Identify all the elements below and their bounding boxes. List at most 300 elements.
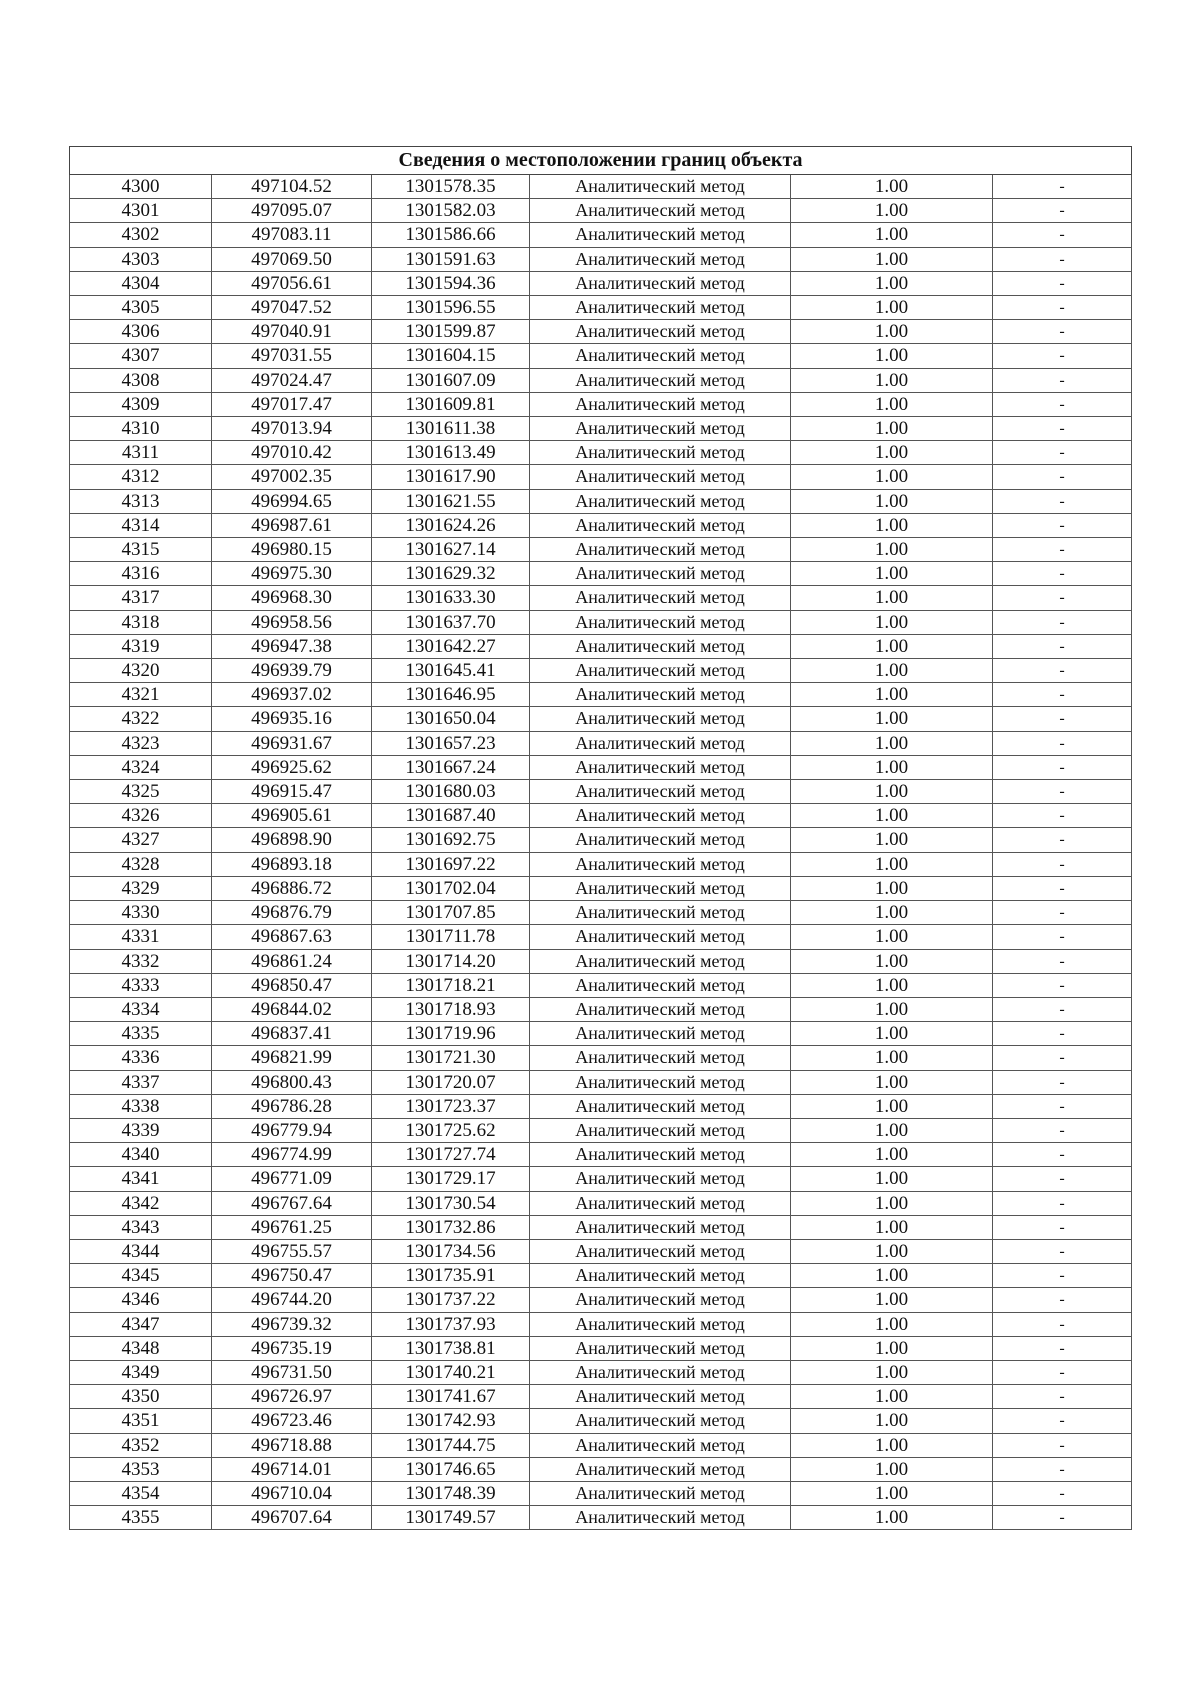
coordinate-y-cell: 1301721.30 [372, 1046, 530, 1070]
coordinate-y-cell: 1301697.22 [372, 852, 530, 876]
accuracy-value-cell: 1.00 [791, 247, 993, 271]
description-dash-cell: - [993, 199, 1132, 223]
coordinate-y-cell: 1301748.39 [372, 1481, 530, 1505]
description-dash-cell: - [993, 1288, 1132, 1312]
coordinate-y-cell: 1301744.75 [372, 1433, 530, 1457]
table-row [70, 1215, 1132, 1239]
coordinate-x-cell: 496876.79 [212, 901, 372, 925]
description-dash-cell: - [993, 876, 1132, 900]
point-number-cell: 4329 [70, 876, 212, 900]
coordinate-y-cell: 1301734.56 [372, 1239, 530, 1263]
coordinate-y-cell: 1301714.20 [372, 949, 530, 973]
description-dash-cell: - [993, 828, 1132, 852]
coordinate-y-cell: 1301613.49 [372, 441, 530, 465]
accuracy-value-cell: 1.00 [791, 271, 993, 295]
coordinate-y-cell: 1301737.22 [372, 1288, 530, 1312]
coordinate-y-cell: 1301749.57 [372, 1506, 530, 1530]
point-number-cell: 4338 [70, 1094, 212, 1118]
table-row [70, 780, 1132, 804]
point-number-cell: 4300 [70, 175, 212, 199]
description-dash-cell: - [993, 538, 1132, 562]
table-row [70, 271, 1132, 295]
coordinate-y-cell: 1301609.81 [372, 392, 530, 416]
point-number-cell: 4350 [70, 1385, 212, 1409]
coordinate-x-cell: 497083.11 [212, 223, 372, 247]
coordinate-x-cell: 496767.64 [212, 1191, 372, 1215]
point-number-cell: 4346 [70, 1288, 212, 1312]
accuracy-value-cell: 1.00 [791, 634, 993, 658]
point-number-cell: 4334 [70, 997, 212, 1021]
coordinate-y-cell: 1301650.04 [372, 707, 530, 731]
point-number-cell: 4340 [70, 1143, 212, 1167]
determination-method-cell: Аналитический метод [530, 199, 791, 223]
point-number-cell: 4353 [70, 1457, 212, 1481]
description-dash-cell: - [993, 755, 1132, 779]
determination-method-cell: Аналитический метод [530, 392, 791, 416]
table-row [70, 1094, 1132, 1118]
accuracy-value-cell: 1.00 [791, 1433, 993, 1457]
determination-method-cell: Аналитический метод [530, 1094, 791, 1118]
table-row [70, 538, 1132, 562]
coordinate-y-cell: 1301711.78 [372, 925, 530, 949]
determination-method-cell: Аналитический метод [530, 1191, 791, 1215]
point-number-cell: 4302 [70, 223, 212, 247]
accuracy-value-cell: 1.00 [791, 731, 993, 755]
accuracy-value-cell: 1.00 [791, 1288, 993, 1312]
table-row [70, 562, 1132, 586]
table-row [70, 1336, 1132, 1360]
table-row [70, 199, 1132, 223]
coordinate-x-cell: 497104.52 [212, 175, 372, 199]
coordinate-x-cell: 496718.88 [212, 1433, 372, 1457]
accuracy-value-cell: 1.00 [791, 659, 993, 683]
description-dash-cell: - [993, 489, 1132, 513]
description-dash-cell: - [993, 852, 1132, 876]
coordinate-y-cell: 1301667.24 [372, 755, 530, 779]
table-row [70, 634, 1132, 658]
coordinate-x-cell: 496710.04 [212, 1481, 372, 1505]
description-dash-cell: - [993, 804, 1132, 828]
accuracy-value-cell: 1.00 [791, 1409, 993, 1433]
point-number-cell: 4320 [70, 659, 212, 683]
description-dash-cell: - [993, 513, 1132, 537]
description-dash-cell: - [993, 731, 1132, 755]
coordinate-x-cell: 496744.20 [212, 1288, 372, 1312]
coordinate-x-cell: 496707.64 [212, 1506, 372, 1530]
point-number-cell: 4325 [70, 780, 212, 804]
coordinate-x-cell: 496994.65 [212, 489, 372, 513]
table-row [70, 392, 1132, 416]
table-row [70, 1264, 1132, 1288]
determination-method-cell: Аналитический метод [530, 1433, 791, 1457]
point-number-cell: 4327 [70, 828, 212, 852]
table-row [70, 949, 1132, 973]
table-body [70, 175, 1132, 1530]
determination-method-cell: Аналитический метод [530, 320, 791, 344]
description-dash-cell: - [993, 1409, 1132, 1433]
point-number-cell: 4337 [70, 1070, 212, 1094]
determination-method-cell: Аналитический метод [530, 1409, 791, 1433]
determination-method-cell: Аналитический метод [530, 1288, 791, 1312]
description-dash-cell: - [993, 780, 1132, 804]
coordinate-x-cell: 496980.15 [212, 538, 372, 562]
coordinate-y-cell: 1301730.54 [372, 1191, 530, 1215]
determination-method-cell: Аналитический метод [530, 1046, 791, 1070]
table-row [70, 1288, 1132, 1312]
coordinate-y-cell: 1301687.40 [372, 804, 530, 828]
point-number-cell: 4301 [70, 199, 212, 223]
coordinate-y-cell: 1301611.38 [372, 417, 530, 441]
coordinate-x-cell: 496975.30 [212, 562, 372, 586]
determination-method-cell: Аналитический метод [530, 1481, 791, 1505]
description-dash-cell: - [993, 1070, 1132, 1094]
accuracy-value-cell: 1.00 [791, 1191, 993, 1215]
accuracy-value-cell: 1.00 [791, 562, 993, 586]
table-row [70, 489, 1132, 513]
accuracy-value-cell: 1.00 [791, 876, 993, 900]
coordinate-y-cell: 1301692.75 [372, 828, 530, 852]
description-dash-cell: - [993, 1022, 1132, 1046]
coordinate-y-cell: 1301607.09 [372, 368, 530, 392]
point-number-cell: 4347 [70, 1312, 212, 1336]
coordinate-x-cell: 496821.99 [212, 1046, 372, 1070]
coordinate-y-cell: 1301735.91 [372, 1264, 530, 1288]
coordinate-x-cell: 496779.94 [212, 1118, 372, 1142]
description-dash-cell: - [993, 1046, 1132, 1070]
determination-method-cell: Аналитический метод [530, 1118, 791, 1142]
description-dash-cell: - [993, 1360, 1132, 1384]
table-row [70, 876, 1132, 900]
table-row [70, 223, 1132, 247]
coordinate-y-cell: 1301582.03 [372, 199, 530, 223]
coordinate-x-cell: 497013.94 [212, 417, 372, 441]
accuracy-value-cell: 1.00 [791, 997, 993, 1021]
description-dash-cell: - [993, 997, 1132, 1021]
point-number-cell: 4316 [70, 562, 212, 586]
coordinate-y-cell: 1301718.93 [372, 997, 530, 1021]
coordinate-x-cell: 496947.38 [212, 634, 372, 658]
accuracy-value-cell: 1.00 [791, 973, 993, 997]
point-number-cell: 4303 [70, 247, 212, 271]
accuracy-value-cell: 1.00 [791, 1312, 993, 1336]
table-row [70, 465, 1132, 489]
coordinate-x-cell: 496987.61 [212, 513, 372, 537]
description-dash-cell: - [993, 925, 1132, 949]
coordinate-y-cell: 1301725.62 [372, 1118, 530, 1142]
accuracy-value-cell: 1.00 [791, 1070, 993, 1094]
table-row [70, 1360, 1132, 1384]
table-row [70, 1143, 1132, 1167]
determination-method-cell: Аналитический метод [530, 659, 791, 683]
coordinate-x-cell: 497017.47 [212, 392, 372, 416]
coordinate-x-cell: 496735.19 [212, 1336, 372, 1360]
determination-method-cell: Аналитический метод [530, 1312, 791, 1336]
point-number-cell: 4341 [70, 1167, 212, 1191]
coordinate-x-cell: 496939.79 [212, 659, 372, 683]
coordinate-y-cell: 1301621.55 [372, 489, 530, 513]
point-number-cell: 4355 [70, 1506, 212, 1530]
coordinate-x-cell: 496850.47 [212, 973, 372, 997]
determination-method-cell: Аналитический метод [530, 731, 791, 755]
point-number-cell: 4314 [70, 513, 212, 537]
accuracy-value-cell: 1.00 [791, 586, 993, 610]
coordinate-x-cell: 496905.61 [212, 804, 372, 828]
determination-method-cell: Аналитический метод [530, 901, 791, 925]
description-dash-cell: - [993, 392, 1132, 416]
coordinate-y-cell: 1301720.07 [372, 1070, 530, 1094]
table-row [70, 1022, 1132, 1046]
coordinate-x-cell: 496755.57 [212, 1239, 372, 1263]
coordinate-x-cell: 496761.25 [212, 1215, 372, 1239]
table-row [70, 175, 1132, 199]
point-number-cell: 4348 [70, 1336, 212, 1360]
determination-method-cell: Аналитический метод [530, 610, 791, 634]
coordinate-x-cell: 497031.55 [212, 344, 372, 368]
accuracy-value-cell: 1.00 [791, 296, 993, 320]
determination-method-cell: Аналитический метод [530, 1506, 791, 1530]
table-row [70, 997, 1132, 1021]
table-row [70, 804, 1132, 828]
determination-method-cell: Аналитический метод [530, 804, 791, 828]
accuracy-value-cell: 1.00 [791, 610, 993, 634]
description-dash-cell: - [993, 1506, 1132, 1530]
accuracy-value-cell: 1.00 [791, 949, 993, 973]
point-number-cell: 4305 [70, 296, 212, 320]
coordinate-y-cell: 1301586.66 [372, 223, 530, 247]
table-row [70, 441, 1132, 465]
table-title: Сведения о местоположении границ объекта [70, 147, 1132, 175]
determination-method-cell: Аналитический метод [530, 465, 791, 489]
determination-method-cell: Аналитический метод [530, 876, 791, 900]
determination-method-cell: Аналитический метод [530, 344, 791, 368]
boundary-points-table [69, 146, 1132, 1530]
coordinate-x-cell: 496935.16 [212, 707, 372, 731]
coordinate-x-cell: 497024.47 [212, 368, 372, 392]
point-number-cell: 4344 [70, 1239, 212, 1263]
accuracy-value-cell: 1.00 [791, 441, 993, 465]
determination-method-cell: Аналитический метод [530, 441, 791, 465]
table-row [70, 973, 1132, 997]
coordinate-y-cell: 1301740.21 [372, 1360, 530, 1384]
coordinate-x-cell: 496925.62 [212, 755, 372, 779]
determination-method-cell: Аналитический метод [530, 707, 791, 731]
point-number-cell: 4312 [70, 465, 212, 489]
determination-method-cell: Аналитический метод [530, 1239, 791, 1263]
point-number-cell: 4335 [70, 1022, 212, 1046]
table-row [70, 1070, 1132, 1094]
description-dash-cell: - [993, 1457, 1132, 1481]
determination-method-cell: Аналитический метод [530, 223, 791, 247]
accuracy-value-cell: 1.00 [791, 780, 993, 804]
accuracy-value-cell: 1.00 [791, 1094, 993, 1118]
point-number-cell: 4342 [70, 1191, 212, 1215]
coordinate-y-cell: 1301637.70 [372, 610, 530, 634]
point-number-cell: 4332 [70, 949, 212, 973]
accuracy-value-cell: 1.00 [791, 392, 993, 416]
table-row [70, 683, 1132, 707]
point-number-cell: 4349 [70, 1360, 212, 1384]
coordinate-x-cell: 496739.32 [212, 1312, 372, 1336]
coordinate-x-cell: 497047.52 [212, 296, 372, 320]
table-row [70, 1409, 1132, 1433]
accuracy-value-cell: 1.00 [791, 707, 993, 731]
point-number-cell: 4330 [70, 901, 212, 925]
point-number-cell: 4323 [70, 731, 212, 755]
table-row [70, 1506, 1132, 1530]
determination-method-cell: Аналитический метод [530, 538, 791, 562]
determination-method-cell: Аналитический метод [530, 973, 791, 997]
coordinate-y-cell: 1301646.95 [372, 683, 530, 707]
coordinate-x-cell: 496786.28 [212, 1094, 372, 1118]
accuracy-value-cell: 1.00 [791, 804, 993, 828]
description-dash-cell: - [993, 562, 1132, 586]
determination-method-cell: Аналитический метод [530, 175, 791, 199]
coordinate-y-cell: 1301702.04 [372, 876, 530, 900]
coordinate-y-cell: 1301629.32 [372, 562, 530, 586]
coordinate-y-cell: 1301738.81 [372, 1336, 530, 1360]
description-dash-cell: - [993, 1481, 1132, 1505]
coordinate-y-cell: 1301594.36 [372, 271, 530, 295]
accuracy-value-cell: 1.00 [791, 1360, 993, 1384]
coordinate-x-cell: 496731.50 [212, 1360, 372, 1384]
coordinate-y-cell: 1301604.15 [372, 344, 530, 368]
table-row [70, 1191, 1132, 1215]
determination-method-cell: Аналитический метод [530, 949, 791, 973]
table-row [70, 828, 1132, 852]
accuracy-value-cell: 1.00 [791, 828, 993, 852]
description-dash-cell: - [993, 659, 1132, 683]
coordinate-x-cell: 496898.90 [212, 828, 372, 852]
accuracy-value-cell: 1.00 [791, 417, 993, 441]
table-row [70, 659, 1132, 683]
point-number-cell: 4307 [70, 344, 212, 368]
determination-method-cell: Аналитический метод [530, 852, 791, 876]
coordinate-x-cell: 497069.50 [212, 247, 372, 271]
coordinate-x-cell: 496931.67 [212, 731, 372, 755]
description-dash-cell: - [993, 344, 1132, 368]
table-row [70, 755, 1132, 779]
table-row [70, 1046, 1132, 1070]
accuracy-value-cell: 1.00 [791, 901, 993, 925]
description-dash-cell: - [993, 1312, 1132, 1336]
description-dash-cell: - [993, 973, 1132, 997]
determination-method-cell: Аналитический метод [530, 1022, 791, 1046]
coordinate-y-cell: 1301633.30 [372, 586, 530, 610]
determination-method-cell: Аналитический метод [530, 925, 791, 949]
coordinate-x-cell: 496893.18 [212, 852, 372, 876]
point-number-cell: 4354 [70, 1481, 212, 1505]
description-dash-cell: - [993, 949, 1132, 973]
accuracy-value-cell: 1.00 [791, 1239, 993, 1263]
table-row [70, 901, 1132, 925]
accuracy-value-cell: 1.00 [791, 1506, 993, 1530]
determination-method-cell: Аналитический метод [530, 1360, 791, 1384]
point-number-cell: 4343 [70, 1215, 212, 1239]
coordinate-y-cell: 1301657.23 [372, 731, 530, 755]
coordinate-x-cell: 496837.41 [212, 1022, 372, 1046]
description-dash-cell: - [993, 707, 1132, 731]
description-dash-cell: - [993, 683, 1132, 707]
description-dash-cell: - [993, 1264, 1132, 1288]
accuracy-value-cell: 1.00 [791, 1143, 993, 1167]
description-dash-cell: - [993, 901, 1132, 925]
table-row [70, 1433, 1132, 1457]
accuracy-value-cell: 1.00 [791, 755, 993, 779]
accuracy-value-cell: 1.00 [791, 1167, 993, 1191]
table-row [70, 610, 1132, 634]
table-row [70, 1481, 1132, 1505]
accuracy-value-cell: 1.00 [791, 344, 993, 368]
description-dash-cell: - [993, 1118, 1132, 1142]
description-dash-cell: - [993, 417, 1132, 441]
coordinate-x-cell: 496750.47 [212, 1264, 372, 1288]
accuracy-value-cell: 1.00 [791, 852, 993, 876]
point-number-cell: 4328 [70, 852, 212, 876]
determination-method-cell: Аналитический метод [530, 1385, 791, 1409]
coordinate-x-cell: 497010.42 [212, 441, 372, 465]
description-dash-cell: - [993, 1336, 1132, 1360]
description-dash-cell: - [993, 175, 1132, 199]
coordinate-y-cell: 1301732.86 [372, 1215, 530, 1239]
coordinate-x-cell: 496714.01 [212, 1457, 372, 1481]
determination-method-cell: Аналитический метод [530, 997, 791, 1021]
table-row [70, 925, 1132, 949]
accuracy-value-cell: 1.00 [791, 199, 993, 223]
table-row [70, 1312, 1132, 1336]
accuracy-value-cell: 1.00 [791, 925, 993, 949]
coordinate-x-cell: 496844.02 [212, 997, 372, 1021]
coordinate-y-cell: 1301727.74 [372, 1143, 530, 1167]
coordinate-x-cell: 496937.02 [212, 683, 372, 707]
coordinate-x-cell: 496968.30 [212, 586, 372, 610]
point-number-cell: 4319 [70, 634, 212, 658]
determination-method-cell: Аналитический метод [530, 1143, 791, 1167]
description-dash-cell: - [993, 223, 1132, 247]
accuracy-value-cell: 1.00 [791, 538, 993, 562]
point-number-cell: 4345 [70, 1264, 212, 1288]
description-dash-cell: - [993, 320, 1132, 344]
determination-method-cell: Аналитический метод [530, 368, 791, 392]
description-dash-cell: - [993, 610, 1132, 634]
coordinate-y-cell: 1301737.93 [372, 1312, 530, 1336]
coordinate-x-cell: 496958.56 [212, 610, 372, 634]
table-row [70, 296, 1132, 320]
determination-method-cell: Аналитический метод [530, 296, 791, 320]
accuracy-value-cell: 1.00 [791, 1118, 993, 1142]
point-number-cell: 4333 [70, 973, 212, 997]
description-dash-cell: - [993, 1433, 1132, 1457]
determination-method-cell: Аналитический метод [530, 247, 791, 271]
table-row [70, 852, 1132, 876]
coordinate-y-cell: 1301578.35 [372, 175, 530, 199]
determination-method-cell: Аналитический метод [530, 489, 791, 513]
coordinate-x-cell: 496774.99 [212, 1143, 372, 1167]
point-number-cell: 4331 [70, 925, 212, 949]
determination-method-cell: Аналитический метод [530, 634, 791, 658]
accuracy-value-cell: 1.00 [791, 1336, 993, 1360]
table-row [70, 247, 1132, 271]
point-number-cell: 4313 [70, 489, 212, 513]
determination-method-cell: Аналитический метод [530, 1070, 791, 1094]
determination-method-cell: Аналитический метод [530, 683, 791, 707]
determination-method-cell: Аналитический метод [530, 1336, 791, 1360]
point-number-cell: 4318 [70, 610, 212, 634]
description-dash-cell: - [993, 1191, 1132, 1215]
coordinate-x-cell: 496800.43 [212, 1070, 372, 1094]
coordinate-y-cell: 1301741.67 [372, 1385, 530, 1409]
table-row [70, 368, 1132, 392]
determination-method-cell: Аналитический метод [530, 417, 791, 441]
